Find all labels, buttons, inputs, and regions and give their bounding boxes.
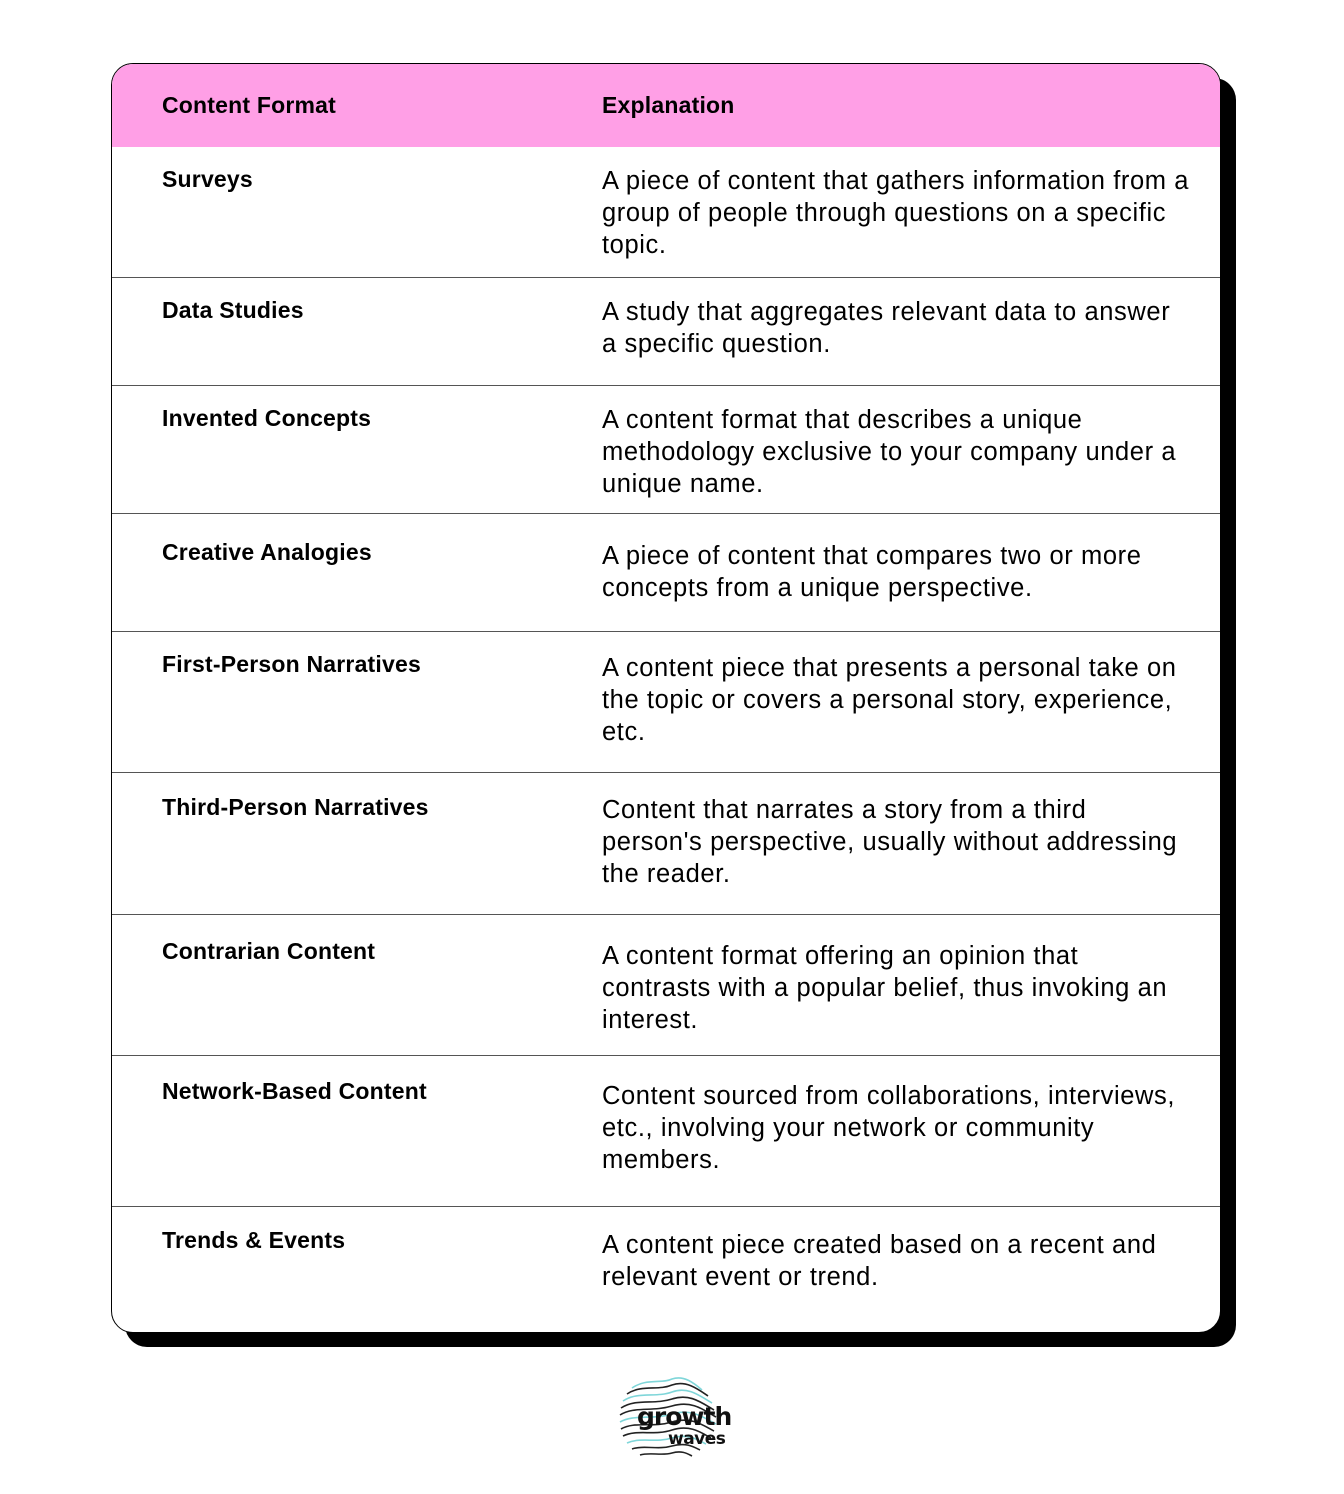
row-explanation: A piece of content that compares two or more concepts from a unique perspective. <box>602 542 1142 602</box>
row-explanation: A content piece that presents a personal take on the topic or covers a personal story, experience, etc. <box>602 654 1177 746</box>
row-format: Surveys <box>162 166 253 192</box>
row-format: Third-Person Narratives <box>162 794 429 820</box>
table-row <box>112 1206 1220 1333</box>
table-row <box>112 277 1220 385</box>
header-content-format: Content Format <box>162 92 337 118</box>
row-format: Data Studies <box>162 297 304 323</box>
table-row <box>112 631 1220 772</box>
row-explanation: A content piece created based on a recent and relevant event or trend. <box>602 1231 1157 1291</box>
row-format: Creative Analogies <box>162 539 372 565</box>
table-row <box>112 1055 1220 1206</box>
logo-text-waves: waves <box>668 1429 726 1449</box>
row-explanation: Content that narrates a story from a third person's perspective, usually without addressing the reader. <box>602 796 1178 888</box>
header-explanation: Explanation <box>602 92 735 118</box>
row-explanation: A piece of content that gathers information from a group of people through questions on a specific topic. <box>602 167 1190 259</box>
table-row <box>112 513 1220 631</box>
table-row <box>112 385 1220 513</box>
row-format: First-Person Narratives <box>162 651 421 677</box>
table-row <box>112 914 1220 1055</box>
row-format: Invented Concepts <box>162 405 372 431</box>
row-explanation: A content format that describes a unique methodology exclusive to your company under a unique name. <box>602 406 1177 498</box>
row-explanation: A study that aggregates relevant data to answer a specific question. <box>602 298 1171 358</box>
table-row <box>112 147 1220 277</box>
table-header <box>112 64 1220 147</box>
logo-text-growth: growth <box>637 1402 732 1431</box>
content-format-table <box>111 63 1221 1333</box>
table-row <box>112 772 1220 914</box>
row-explanation: A content format offering an opinion that contrasts with a popular belief, thus invoking an interest. <box>602 942 1168 1034</box>
row-explanation: Content sourced from collaborations, interviews, etc., involving your network or community members. <box>602 1082 1176 1174</box>
row-format: Network-Based Content <box>162 1078 427 1104</box>
row-format: Trends & Events <box>162 1227 346 1253</box>
row-format: Contrarian Content <box>162 938 376 964</box>
